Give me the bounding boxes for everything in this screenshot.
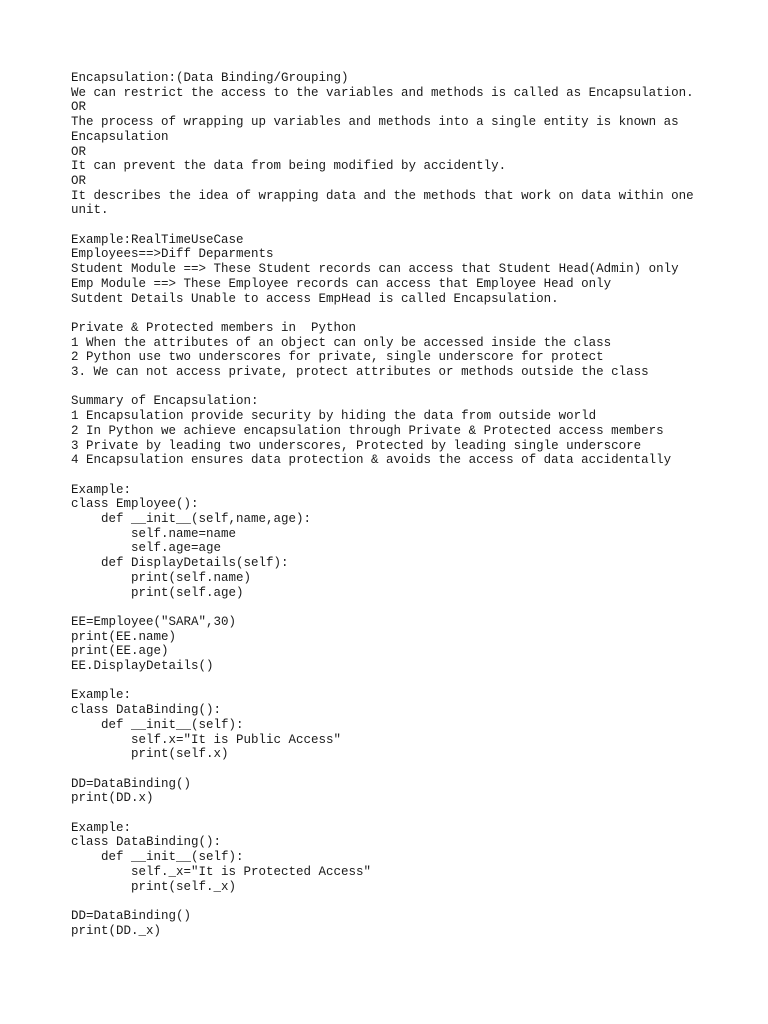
blank-line (71, 806, 751, 821)
blank-line (71, 894, 751, 909)
blank-line (71, 762, 751, 777)
doc-line: 1 Encapsulation provide security by hiding the data from outside world (71, 409, 597, 424)
doc-line: 2 Python use two underscores for private, single underscore for protect (71, 350, 604, 365)
code-line: def DisplayDetails(self): (71, 556, 289, 571)
blank-line (71, 380, 751, 395)
code-line: class Employee(): (71, 497, 199, 512)
doc-line: 4 Encapsulation ensures data protection & avoids the access of data accidentally (71, 453, 672, 468)
code-line: self.x="It is Public Access" (71, 732, 342, 747)
code-line: DD=DataBinding() (71, 776, 192, 791)
code-line: print(EE.age) (71, 644, 169, 659)
blank-line (71, 674, 751, 689)
doc-line: OR (71, 144, 87, 159)
doc-line: Private & Protected members in Python (71, 320, 357, 335)
code-line: print(self.name) (71, 570, 252, 585)
doc-line: Encapsulation:(Data Binding/Grouping) (71, 71, 349, 85)
code-line: Example: (71, 820, 132, 835)
doc-line: It describes the idea of wrapping data and the methods that work on data within one (71, 188, 694, 203)
doc-line: 3 Private by leading two underscores, Protected by leading single underscore (71, 438, 642, 453)
code-line: Example: (71, 688, 132, 703)
doc-line: OR (71, 173, 87, 188)
doc-line: It can prevent the data from being modified by accidently. (71, 159, 507, 174)
code-line: print(DD.x) (71, 791, 154, 806)
blank-line (71, 468, 751, 483)
code-line: def __init__(self): (71, 717, 244, 732)
document-page (71, 71, 751, 938)
blank-line (71, 306, 751, 321)
doc-line: The process of wrapping up variables and methods into a single entity is known as (71, 115, 679, 130)
doc-line: 1 When the attributes of an object can only be accessed inside the class (71, 335, 612, 350)
doc-line: 2 In Python we achieve encapsulation through Private & Protected access members (71, 423, 664, 438)
code-line: print(EE.name) (71, 629, 177, 644)
doc-line: 3. We can not access private, protect attributes or methods outside the class (71, 365, 649, 380)
code-line: EE.DisplayDetails() (71, 659, 214, 674)
code-line: self.age=age (71, 541, 222, 556)
code-line: class DataBinding(): (71, 703, 222, 718)
code-line: def __init__(self,name,age): (71, 512, 312, 527)
code-line: print(self.x) (71, 747, 229, 762)
doc-line: Encapsulation (71, 129, 169, 144)
doc-line: Student Module ==> These Student records can access that Student Head(Admin) only (71, 262, 679, 277)
code-line: print(self._x) (71, 879, 237, 894)
code-line: Example: (71, 482, 132, 497)
code-line: def __init__(self): (71, 850, 244, 865)
code-line: self._x="It is Protected Access" (71, 864, 372, 879)
code-line: print(DD._x) (71, 923, 162, 938)
doc-line: Emp Module ==> These Employee records can access that Employee Head only (71, 276, 612, 291)
blank-line (71, 600, 751, 615)
code-line: print(self.age) (71, 585, 244, 600)
doc-line: Employees==>Diff Deparments (71, 247, 274, 262)
doc-line: unit. (71, 203, 109, 218)
code-line: class DataBinding(): (71, 835, 222, 850)
doc-line: Sutdent Details Unable to access EmpHead is called Encapsulation. (71, 291, 559, 306)
doc-line: We can restrict the access to the variables and methods is called as Encapsulation. (71, 85, 694, 100)
doc-line: OR (71, 100, 87, 115)
code-line: DD=DataBinding() (71, 908, 192, 923)
code-line: EE=Employee("SARA",30) (71, 614, 237, 629)
blank-line (71, 218, 751, 233)
code-line: self.name=name (71, 526, 237, 541)
doc-line: Summary of Encapsulation: (71, 394, 259, 409)
doc-line: Example:RealTimeUseCase (71, 232, 244, 247)
